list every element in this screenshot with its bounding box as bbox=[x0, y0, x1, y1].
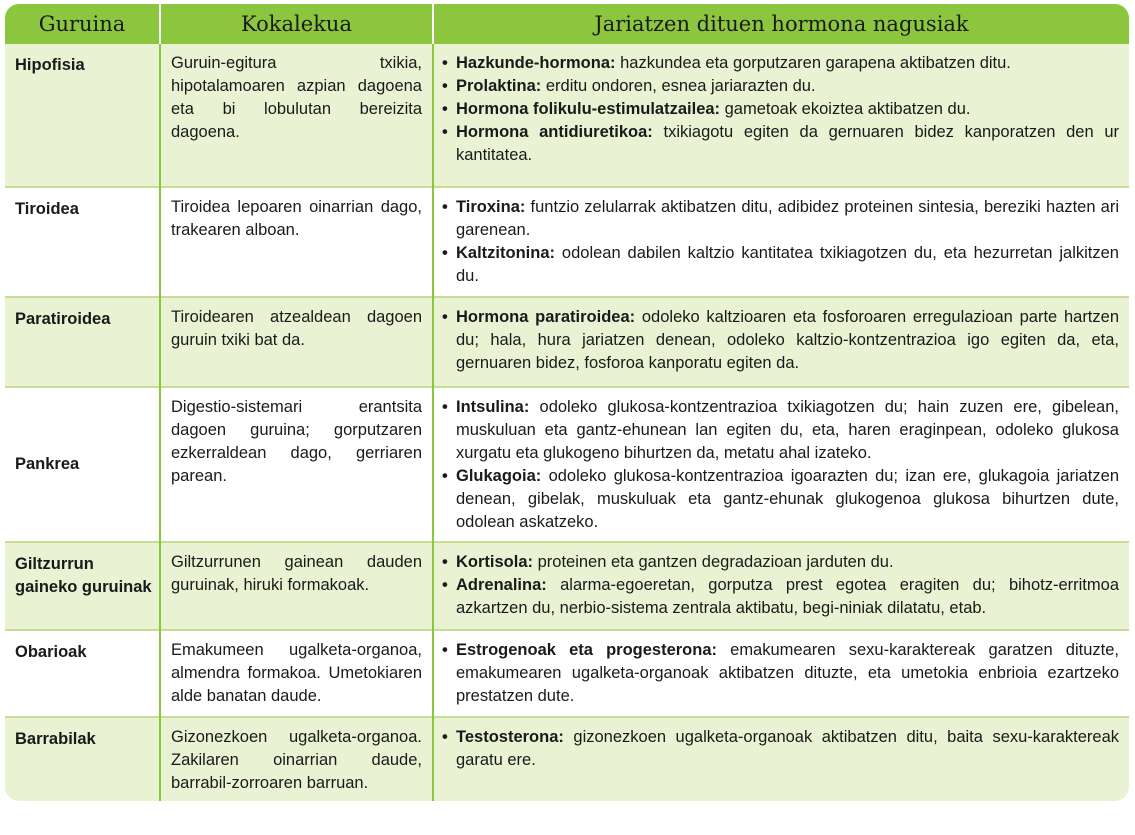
hormone-list bbox=[433, 542, 1129, 630]
header-location: Kokalekua bbox=[160, 4, 433, 44]
gland-name: Pankrea bbox=[5, 387, 160, 542]
gland-location: Tiroidea lepoaren oinarrian dago, trakearen alboan. bbox=[160, 187, 433, 297]
endocrine-table bbox=[5, 4, 1129, 801]
hormone-item: • Glukagoia: odoleko glukosa-kontzentrazioa igoarazten du; izan ere, glukagoia jariatzen denean, gibelak, muskuluak eta gantz-ehunak glukogenoa glukosa bihurtzen dute, odolean askatzeko. bbox=[442, 465, 1119, 534]
table-row bbox=[5, 187, 1129, 297]
hormone-list bbox=[433, 44, 1129, 187]
gland-location: Digestio-sistemari erantsita dagoen guruina; gorputzaren ezkerraldean dago, gerriaren parean. bbox=[160, 387, 433, 542]
hormone-item: • Hormona paratiroidea: odoleko kaltzioaren eta fosforoaren erregulazioan parte hartzen du; hala, hura jariatzen denean, odoleko kaltzio-kontzentrazioa igo egiten da, eta, gernuaren bidez, fosforoa kanporatu egiten da. bbox=[442, 306, 1119, 375]
table-row bbox=[5, 44, 1129, 187]
hormone-list bbox=[433, 187, 1129, 297]
hormone-item: • Intsulina: odoleko glukosa-kontzentrazioa txikiagotzen du; hain zuzen ere, gibelean, muskuluan eta gantz-ehunean lan egiten du, eta, haren eraginpean, odoleko glukosa xurgatu eta glukogeno bihurtzen da, metatu ahal izateko. bbox=[442, 396, 1119, 465]
hormone-item: • Estrogenoak eta progesterona: emakumearen sexu-karaktereak garatzen dituzte, emakumearen ugalketa-organoak aktibatzen dituzte, eta umetokia enbrioia ezartzeko prestatzen dute. bbox=[442, 639, 1119, 708]
gland-location: Gizonezkoen ugalketa-organoa. Zakilaren oinarrian daude, barrabil-zorroaren barruan. bbox=[160, 717, 433, 801]
header-gland: Guruina bbox=[5, 4, 160, 44]
table-row bbox=[5, 387, 1129, 542]
table-row bbox=[5, 630, 1129, 717]
gland-location: Giltzurrunen gainean dauden guruinak, hiruki formakoak. bbox=[160, 542, 433, 630]
table-row bbox=[5, 297, 1129, 387]
gland-name: Obarioak bbox=[5, 630, 160, 717]
hormone-item: • Testosterona: gizonezkoen ugalketa-organoak aktibatzen ditu, baita sexu-karaktereak garatu ere. bbox=[442, 726, 1119, 772]
gland-name: Giltzurrun gaineko guruinak bbox=[5, 542, 160, 630]
gland-name: Tiroidea bbox=[5, 187, 160, 297]
hormone-item: • Kortisola: proteinen eta gantzen degradazioan jarduten du. bbox=[442, 551, 1119, 574]
gland-location: Guruin-egitura txikia, hipotalamoaren azpian dagoena eta bi lobulutan bereizita dagoena. bbox=[160, 44, 433, 187]
gland-name: Barrabilak bbox=[5, 717, 160, 801]
table-header-row bbox=[5, 4, 1129, 44]
hormone-list bbox=[433, 630, 1129, 717]
table-row bbox=[5, 717, 1129, 801]
hormone-item: • Tiroxina: funtzio zelularrak aktibatzen ditu, adibidez proteinen sintesia, bereziki hazten ari garenean. bbox=[442, 196, 1119, 242]
hormone-item: • Hormona antidiuretikoa: txikiagotu egiten da gernuaren bidez kanporatzen den ur kantitatea. bbox=[442, 121, 1119, 167]
header-hormones: Jariatzen dituen hormona nagusiak bbox=[433, 4, 1129, 44]
gland-location: Emakumeen ugalketa-organoa, almendra formakoa. Umetokiaren alde banatan daude. bbox=[160, 630, 433, 717]
hormone-list bbox=[433, 387, 1129, 542]
hormone-list bbox=[433, 717, 1129, 801]
gland-name: Paratiroidea bbox=[5, 297, 160, 387]
gland-location: Tiroidearen atzealdean dagoen guruin txiki bat da. bbox=[160, 297, 433, 387]
hormone-item: • Hazkunde-hormona: hazkundea eta gorputzaren garapena aktibatzen ditu. bbox=[442, 52, 1119, 75]
hormone-list bbox=[433, 297, 1129, 387]
table-row bbox=[5, 542, 1129, 630]
hormone-item: • Hormona folikulu-estimulatzailea: gametoak ekoiztea aktibatzen du. bbox=[442, 98, 1119, 121]
gland-name: Hipofisia bbox=[5, 44, 160, 187]
hormone-item: • Adrenalina: alarma-egoeretan, gorputza prest egotea eragiten du; bihotz-erritmoa azkartzen du, nerbio-sistema zentrala aktibatu, begi-niniak dilatatu, etab. bbox=[442, 574, 1119, 620]
hormone-item: • Kaltzitonina: odolean dabilen kaltzio kantitatea txikiagotzen du, eta hezurretan jalkitzen du. bbox=[442, 242, 1119, 288]
hormone-item: • Prolaktina: erditu ondoren, esnea jariarazten du. bbox=[442, 75, 1119, 98]
